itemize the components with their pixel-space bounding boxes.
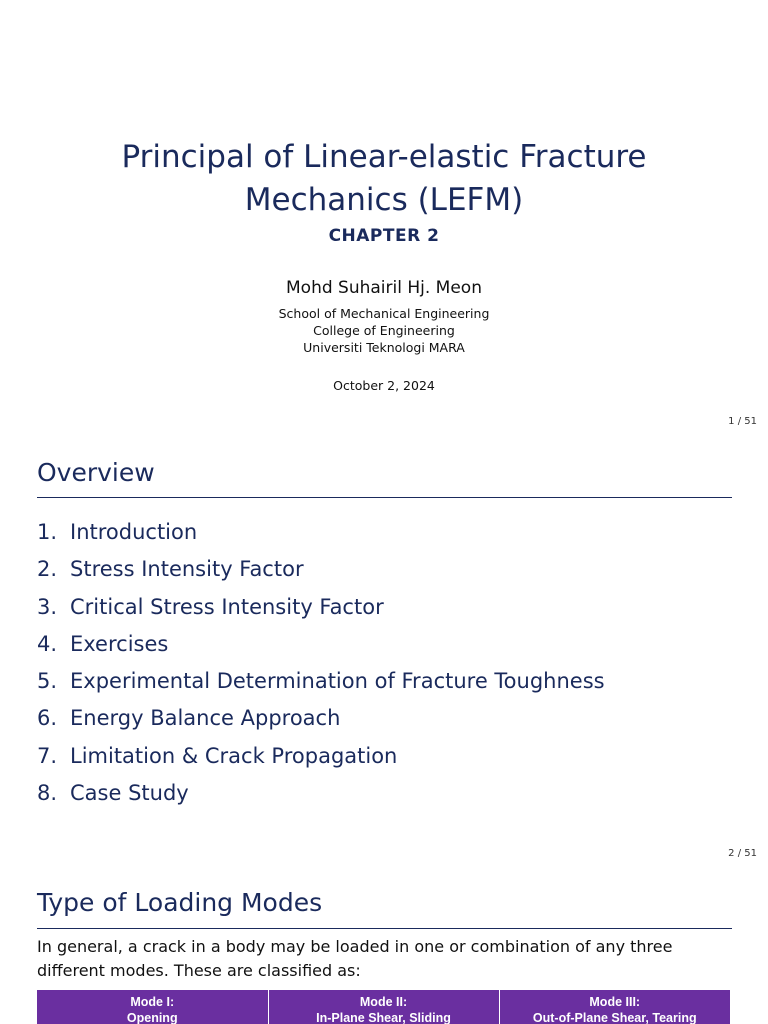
- toc-label: Critical Stress Intensity Factor: [70, 594, 384, 619]
- toc-label: Case Study: [70, 781, 189, 806]
- toc-label: Exercises: [70, 631, 169, 656]
- mode-name: Out-of-Plane Shear, Tearing: [532, 1011, 697, 1024]
- institute-line-university: Universiti Teknologi MARA: [303, 340, 465, 355]
- mode-label: Mode III:: [589, 995, 641, 1009]
- toc-item-introduction[interactable]: [37, 514, 605, 551]
- toc-label: Stress Intensity Factor: [70, 557, 304, 582]
- toc-number: 6.: [37, 706, 58, 731]
- author-name: Mohd Suhairil Hj. Meon: [286, 278, 482, 298]
- frame-title: Type of Loading Modes: [37, 888, 323, 917]
- presentation-date: October 2, 2024: [333, 378, 435, 393]
- table-header-row: [37, 990, 730, 1024]
- mode-label: Mode II:: [359, 995, 408, 1009]
- mode-name: In-Plane Shear, Sliding: [316, 1011, 451, 1024]
- mode-i-header: [37, 990, 268, 1024]
- title-divider: [37, 497, 732, 498]
- intro-paragraph: In general, a crack in a body may be loaded in one or combination of any three different modes. These are classified as:: [37, 937, 673, 980]
- toc-number: 2.: [37, 557, 58, 582]
- presentation-title: Principal of Linear-elastic Fracture Mechanics (LEFM): [121, 139, 647, 218]
- toc-number: 5.: [37, 669, 58, 694]
- mode-ii-header: [268, 990, 499, 1024]
- title-divider: [37, 928, 732, 929]
- institute-line-college: College of Engineering: [313, 323, 455, 338]
- toc-item-energy-balance[interactable]: [37, 700, 605, 737]
- toc-item-experimental-determination[interactable]: [37, 663, 605, 700]
- page-number: 2 / 51: [728, 848, 757, 859]
- toc-label: Limitation & Crack Propagation: [70, 743, 398, 768]
- chapter-subtitle: CHAPTER 2: [328, 226, 440, 246]
- overview-slide: [0, 432, 768, 864]
- toc-number: 7.: [37, 743, 58, 768]
- toc-item-critical-stress-intensity-factor[interactable]: [37, 589, 605, 626]
- toc-label: Energy Balance Approach: [70, 706, 341, 731]
- toc-label: Introduction: [70, 520, 198, 544]
- institute-block: [0, 305, 768, 356]
- toc-label: Experimental Determination of Fracture Toughness: [70, 669, 605, 694]
- toc-item-case-study[interactable]: [37, 775, 605, 812]
- toc-number: 3.: [37, 594, 58, 619]
- toc-item-exercises[interactable]: [37, 626, 605, 663]
- mode-name: Opening: [126, 1011, 178, 1024]
- loading-modes-table: [37, 990, 730, 1024]
- toc-item-stress-intensity-factor[interactable]: [37, 551, 605, 588]
- table-of-contents: [37, 514, 605, 812]
- institute-line-school: School of Mechanical Engineering: [278, 306, 490, 321]
- mode-iii-header: [499, 990, 730, 1024]
- title-slide: [0, 0, 768, 432]
- frame-title: Overview: [37, 458, 155, 487]
- toc-number: 1.: [37, 520, 58, 544]
- mode-label: Mode I:: [130, 995, 175, 1009]
- toc-number: 8.: [37, 781, 58, 806]
- page-number: 1 / 51: [728, 416, 757, 427]
- loading-modes-slide: [0, 864, 768, 1024]
- toc-item-limitation-crack-propagation[interactable]: [37, 738, 605, 775]
- toc-number: 4.: [37, 631, 58, 656]
